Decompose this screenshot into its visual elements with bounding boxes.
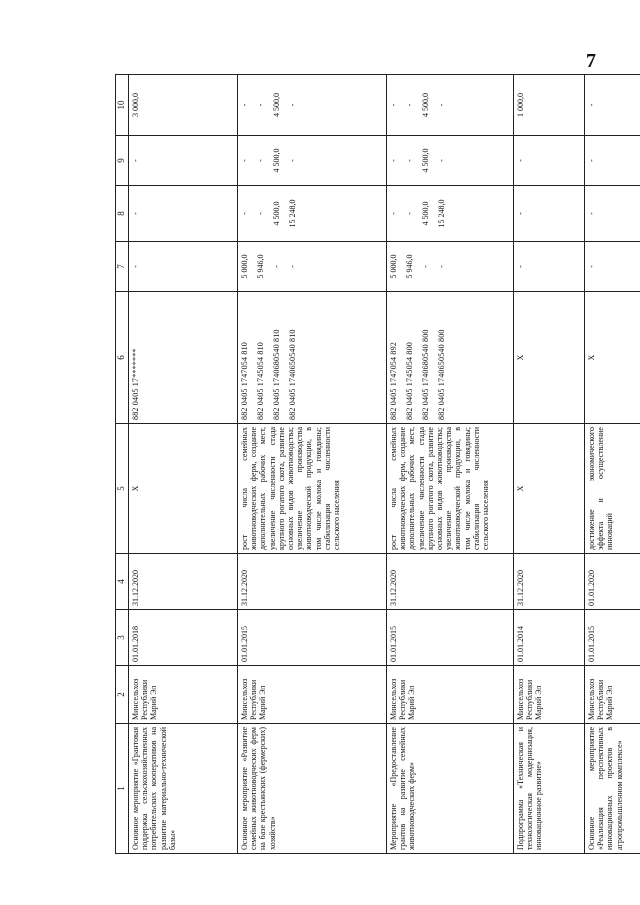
cell-col-9: - (514, 136, 585, 186)
cell-col-1: Мероприятие «Предоставление грантов на развитие семейных животноводческих ферм» (387, 724, 514, 854)
cell-col-2: Минсельхоз Республики Марий Эл (387, 666, 514, 724)
col-header-3: 3 (116, 610, 129, 666)
cell-col-6: 882 0405 1740650540 800 (435, 292, 514, 424)
cell-col-6: 882 0405 1745054 810 (254, 292, 270, 424)
table-row (238, 75, 255, 854)
cell-col-10: - (585, 75, 640, 136)
table-row (585, 75, 640, 854)
cell-col-10: - (254, 75, 270, 136)
cell-col-7: - (419, 242, 435, 292)
cell-col-9: 4 500,0 (270, 136, 286, 186)
cell-col-2: Минсельхоз Республики Марий Эл (585, 666, 640, 724)
table-row (129, 75, 238, 854)
cell-col-6: 882 0405 1740680540 800 (419, 292, 435, 424)
cell-col-4: 31.12.2020 (387, 554, 514, 610)
col-header-1: 1 (116, 724, 129, 854)
cell-col-1: Подпрограмма «Техническая и технологическая модернизация, инновационное развитие» (514, 724, 585, 854)
cell-col-7: - (129, 242, 238, 292)
cell-col-8: - (238, 186, 255, 242)
cell-col-3: 01.01.2015 (238, 610, 387, 666)
cell-col-10: 4 500,0 (419, 75, 435, 136)
cell-col-7: - (286, 242, 387, 292)
cell-col-7: 5 946,0 (254, 242, 270, 292)
cell-col-6: 882 0405 1740650540 810 (286, 292, 387, 424)
cell-col-8: 15 248,0 (286, 186, 387, 242)
col-header-5: 5 (116, 424, 129, 554)
cell-col-8: - (254, 186, 270, 242)
cell-col-7: - (514, 242, 585, 292)
cell-col-6: 882 0405 1747054 892 (387, 292, 404, 424)
cell-col-10: - (238, 75, 255, 136)
cell-col-8: 4 500,0 (419, 186, 435, 242)
cell-col-3: 01.01.2018 (129, 610, 238, 666)
table-row (387, 75, 404, 854)
cell-col-8: 15 248,0 (435, 186, 514, 242)
cell-col-10: 4 500,0 (270, 75, 286, 136)
cell-col-1: Основное мероприятие «Реализация перспективных инновационных проектов в агропромышленном комплексе» (585, 724, 640, 854)
cell-col-5: рост числа семейных животноводческих ферм, создание дополнительных рабочих мест, увеличение численности стада крупного рогатого скота, развитие основных видов животноводства; увеличение производства животноводческой продукции, в том числе молока и говядины; стабилизация численности сельского населения (238, 424, 387, 554)
cell-col-5: рост числа семейных животноводческих ферм, создание дополнительных рабочих мест, увеличение численности стада крупного рогатого скота, развитие основных видов животноводства; увеличение производства животноводческой продукции, в том числе молока и говядины; стабилизация численности сельского населения (387, 424, 514, 554)
cell-col-9: - (254, 136, 270, 186)
cell-col-8: 4 500,0 (270, 186, 286, 242)
cell-col-5: достижение экономического эффекта и осуществление инноваций (585, 424, 640, 554)
cell-col-7: - (585, 242, 640, 292)
col-header-4: 4 (116, 554, 129, 610)
cell-col-7: - (270, 242, 286, 292)
cell-col-10: 1 000,0 (514, 75, 585, 136)
cell-col-5: Х (514, 424, 585, 554)
cell-col-9: - (435, 136, 514, 186)
cell-col-1: Основное мероприятие «Грантовая поддержка сельскохозяйственных потребительских кооперативов на развитие материально-технической базы» (129, 724, 238, 854)
cell-col-4: 31.12.2020 (129, 554, 238, 610)
cell-col-3: 01.01.2014 (514, 610, 585, 666)
cell-col-6: 882 0405 1740680540 810 (270, 292, 286, 424)
cell-col-1: Основное мероприятие «Развитие семейных животноводческих ферм на базе крестьянских (фермерских) хозяйств» (238, 724, 387, 854)
cell-col-8: - (387, 186, 404, 242)
page-number: 7 (586, 50, 596, 72)
col-header-10: 10 (116, 75, 129, 136)
cell-col-9: - (403, 136, 419, 186)
cell-col-4: 01.01.2020 (585, 554, 640, 610)
table-row (514, 75, 585, 854)
table-body (129, 75, 640, 854)
col-header-8: 8 (116, 186, 129, 242)
col-header-2: 2 (116, 666, 129, 724)
cell-col-9: - (585, 136, 640, 186)
cell-col-7: 5 946,0 (403, 242, 419, 292)
cell-col-6: 882 0405 17******* (129, 292, 238, 424)
cell-col-8: - (403, 186, 419, 242)
cell-col-10: - (286, 75, 387, 136)
cell-col-9: - (238, 136, 255, 186)
cell-col-2: Минсельхоз Республики Марий Эл (514, 666, 585, 724)
cell-col-9: - (286, 136, 387, 186)
cell-col-3: 01.01.2015 (585, 610, 640, 666)
cell-col-3: 01.01.2015 (387, 610, 514, 666)
col-header-9: 9 (116, 136, 129, 186)
cell-col-10: - (387, 75, 404, 136)
cell-col-9: - (387, 136, 404, 186)
cell-col-6: Х (585, 292, 640, 424)
cell-col-7: 5 000,0 (387, 242, 404, 292)
cell-col-2: Минсельхоз Республики Марий Эл (129, 666, 238, 724)
col-header-6: 6 (116, 292, 129, 424)
cell-col-9: 4 500,0 (419, 136, 435, 186)
cell-col-6: 882 0405 1745054 800 (403, 292, 419, 424)
cell-col-10: 3 000,0 (129, 75, 238, 136)
column-number-row (116, 75, 129, 854)
cell-col-6: 882 0405 1747054 810 (238, 292, 255, 424)
cell-col-6: Х (514, 292, 585, 424)
cell-col-5: Х (129, 424, 238, 554)
cell-col-4: 31.12.2020 (514, 554, 585, 610)
col-header-7: 7 (116, 242, 129, 292)
cell-col-4: 31.12.2020 (238, 554, 387, 610)
cell-col-8: - (514, 186, 585, 242)
cell-col-10: - (403, 75, 419, 136)
cell-col-8: - (129, 186, 238, 242)
cell-col-9: - (129, 136, 238, 186)
cell-col-10: - (435, 75, 514, 136)
cell-col-7: - (435, 242, 514, 292)
rotated-table-container (115, 75, 635, 854)
program-table (115, 74, 640, 854)
cell-col-7: 5 000,0 (238, 242, 255, 292)
cell-col-2: Минсельхоз Республики Марий Эл (238, 666, 387, 724)
cell-col-8: - (585, 186, 640, 242)
